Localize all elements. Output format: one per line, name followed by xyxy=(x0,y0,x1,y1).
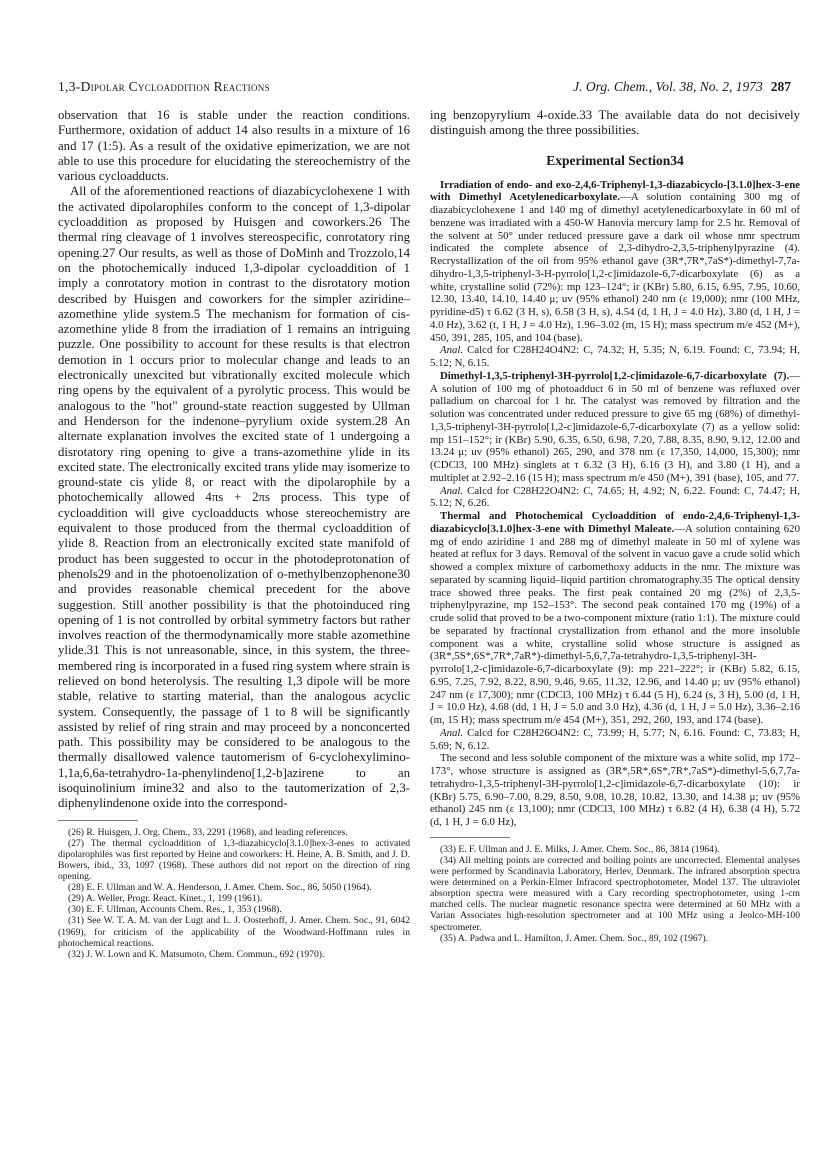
experimental-body xyxy=(430,179,800,829)
exp-paragraph xyxy=(430,370,800,485)
anal-label: Anal. xyxy=(440,344,464,357)
paragraph-intro: ing benzopyrylium 4-oxide.33 The available data do not decisively distinguish among the three possibilities. xyxy=(430,108,800,138)
exp-text: —A solution of 100 mg of photoadduct 6 in 50 ml of benzene was refluxed over palladium on charcoal for 1 hr. The catalyst was removed by filtration and the solution was concentrated under reduced pressure to give 65 mg (68%) of dimethyl-1,3,5-triphenyl-3H-pyrrolo[1,2-c]imidazole-6,7-dicarboxylate (7) as a yellow solid: mp 151–152°; ir (KBr) 5.90, 6.35, 6.50, 6.98, 7.20, 7.88, 8.35, 8.90, 9.12, 12.00 and 13.24 μ; uv (95% ethanol) 265, 290, and 378 nm (ε 17,350, 14,000, 15,300); nmr (CDCl3, 100 MHz) singlets at τ 6.32 (3 H), 6.16 (3 H), and 3.80 (1 H), and a multiplet at 2.92–2.16 (15 H); mass spectrum m/e 450 (M+), 391 (base), 105, and 77. xyxy=(430,369,800,484)
exp-paragraph xyxy=(430,510,800,727)
footnote-26: (26) R. Huisgen, J. Org. Chem., 33, 2291 (1968), and leading references. xyxy=(68,826,348,838)
exp-paragraph xyxy=(430,752,800,829)
left-footnotes xyxy=(58,827,410,960)
footnote-30: (30) E. F. Ullman, Accounts Chem. Res., 1, 353 (1968). xyxy=(68,904,282,916)
anal-text: Calcd for C28H22O4N2: C, 74.65; H, 4.92; N, 6.22. Found: C, 74.47; H, 5.12; N, 6.26. xyxy=(430,484,800,510)
exp-heading: Irradiation of endo- and exo-2,4,6-Triphenyl-1,3-diazabicyclo-[3.1.0]hex-3-ene with Dimethyl Acetylenedicarboxylate. xyxy=(430,178,800,204)
exp-heading: Dimethyl-1,3,5-triphenyl-3H-pyrrolo[1,2-c]imidazole-6,7-dicarboxylate (7). xyxy=(440,369,790,382)
exp-text: The second and less soluble component of the mixture was a white solid, mp 172–173°, whose structure is assigned as (3R*,5R*,6S*,7R*,7aS*)-dimethyl-5,6,7,7a-tetrahydro-1,3,5-triphenyl-3H-pyrrolo[1,2-c]imidazole-6,7-dicarboxylate (10): ir (KBr) 5.75, 6.90–7.00, 8.29, 8.50, 9.08, 10.28, 10.82, 13.30, and 14.38 μ; uv (95% ethanol) 245 nm (ε 13,100); nmr (CDCl3, 100 MHz) τ 6.82 (4 H), 6.38 (4 H), 5.72 (d, 1 H, J = 6.0 Hz), xyxy=(430,752,800,829)
exp-text: —A solution containing 620 mg of endo aziridine 1 and 288 mg of dimethyl maleate in 50 ml of xylene was heated at reflux for 3 days. Removal of the solvent in vacuo gave a crude solid which showed a complex mixture of carbomethoxy adducts in the nmr. The mixture was separated by scanning liquid–liquid partition chromatography.35 The optical density trace showed three peaks. The first peak contained 20 mg (2%) of 2,3,5-triphenylpyrazine, mp 152–153°. The second peak contained 170 mg (19%) of a crude solid that proved to be a two-component mixture (ratio 1:1). The mixture could be separated by fractional crystallization from ethanol and the more insoluble component was a white, crystalline solid whose structure is assigned as (3R*,5S*,6S*,7R*,7aR*)-dimethyl-5,6,7,7a-tetrahydro-1,3,5-triphenyl-3H-pyrrolo[1,2-c]imidazole-6,7-dicarboxylate (9): mp 221–222°; ir (KBr) 5.82, 6.15, 6.95, 7.25, 7.92, 8.22, 8.90, 9.46, 9.65, 11.32, 12.96, and 14.40 μ; uv (95% ethanol) 247 nm (ε 17,300); nmr (CDCl3, 100 MHz) τ 6.44 (5 H), 6.24 (s, 3 H), 5.00 (d, 1 H, J = 10.0 Hz), 4.68 (dd, 1 H, J = 5.0 and 3.0 Hz), 4.36 (d, 1 H, J = 5.0 Hz), 3.36–2.16 (m, 15 H); mass spectrum m/e 454 (M+), 351, 292, 260, 193, and 174 (base). xyxy=(430,522,800,727)
left-body xyxy=(58,108,410,812)
page-number: 287 xyxy=(770,79,791,94)
journal-citation: J. Org. Chem., Vol. 38, No. 2, 1973 xyxy=(573,79,763,94)
footnote-32: (32) J. W. Lown and K. Matsumoto, Chem. Commun., 692 (1970). xyxy=(68,948,325,960)
footnote-34: (34) All melting points are corrected and boiling points are uncorrected. Elemental analyses were performed by Scandinavia Laboratory, Herlev, Denmark. The infrared absorption spectra were determined on a Perkin-Elmer Infracord spectrophotometer, Model 137. The ultraviolet absorption spectra were measured with a Cary recording spectrophotometer, using 1-cm matched cells. The nuclear magnetic resonance spectra were determined at 60 MHz with a Varian Associates high-resolution spectrometer and at 100 MHz using a Jeolco-MH-100 spectrometer. xyxy=(430,854,800,933)
anal-text: Calcd for C28H24O4N2: C, 74.32; H, 5.35; N, 6.19. Found: C, 73.94; H, 5.12; N, 6.15. xyxy=(430,344,800,370)
exp-heading: Thermal and Photochemical Cycloaddition of endo-2,4,6-Triphenyl-1,3-diazabicyclo[3.1.0]hex-3-ene with Dimethyl Maleate. xyxy=(430,510,800,535)
footnote-rule xyxy=(58,820,138,821)
footnote-33: (33) E. F. Ullman and J. E. Milks, J. Amer. Chem. Soc., 86, 3814 (1964). xyxy=(440,843,720,855)
exp-paragraph xyxy=(430,179,800,345)
footnote-28: (28) E. F. Ullman and W. A. Henderson, J. Amer. Chem. Soc., 86, 5050 (1964). xyxy=(68,882,372,894)
right-footnotes xyxy=(430,844,800,944)
exp-analysis xyxy=(430,485,800,511)
anal-label: Anal. xyxy=(440,726,464,739)
section-title: Experimental Section34 xyxy=(546,152,684,168)
left-column xyxy=(58,108,410,960)
exp-analysis xyxy=(430,727,800,753)
paragraph-continued: observation that 16 is stable under the reaction conditions. Furthermore, oxidation of adduct 14 also results in a mixture of 16 and 17 (1:5). As a result of the oxidative epimerization, we are not able to use this procedure for elucidating the stereochemistry of the various cycloadducts. xyxy=(58,108,410,184)
running-head-journal xyxy=(573,79,791,95)
exp-text: —A solution containing 300 mg of diazabicyclohexene 1 and 140 mg of dimethyl acetylenedicarboxylate in 60 ml of benzene was irradiated with a 450-W Hanovia mercury lamp for 2.5 hr. Removal of the solvent at 50° under reduced pressure gave a dark oil whose nmr spectrum indicated the complete absence of 2,3-dihydro-2,3,5-triphenylpyrazine (4). Recrystallization of the oil from 95% ethanol gave (3R*,7R*,7aS*)-dimethyl-7,7a-dihydro-1,3,5-triphenyl-3-H-pyrrolo[1,2-c]imidazole-6,7-dicarboxylate (6) as a white, crystalline solid (72%): mp 123–124°; ir (KBr) 5.80, 6.15, 6.95, 7.95, 10.60, 12.30, 13.40, 14.10, 14.40 μ; uv (95% ethanol) 240 nm (ε 19,000); nmr (100 MHz, pyridine-d5) τ 6.62 (3 H, s), 6.58 (3 H, s), 4.54 (d, 1 H, J = 4.0 Hz), 3.80 (d, 1 H, J = 4.0 Hz), 3.62 (t, 1 H, J = 4.0 Hz), 1.96–3.02 (m, 15 H); mass spectrum m/e 452 (M+), 450, 391, 285, 105, and 104 (base). xyxy=(430,191,800,344)
footnote-27: (27) The thermal cycloaddition of 1,3-diazabicyclo[3.1.0]hex-3-enes to activated dipolarophiles was first reported by Heine and coworkers: H. Heine, A. B. Smith, and J. D. Bowers, ibid., 33, 1097 (1968). These authors did not report on the direction of ring opening. xyxy=(58,837,410,883)
right-column xyxy=(430,108,800,944)
exp-analysis xyxy=(430,344,800,370)
running-head-title: 1,3-Dipolar Cycloaddition Reactions xyxy=(58,79,270,94)
footnote-31: (31) See W. T. A. M. van der Lugt and L. J. Oosterhoff, J. Amer. Chem. Soc., 91, 6042 (1969), for criticism of the applicability of the Woodward-Hoffmann rules in photochemical reactions. xyxy=(58,915,410,949)
footnote-35: (35) A. Padwa and L. Hamilton, J. Amer. Chem. Soc., 89, 102 (1967). xyxy=(440,932,709,944)
footnote-29: (29) A. Weller, Progr. React. Kinet., 1, 199 (1961). xyxy=(68,893,263,905)
paragraph-discussion: All of the aforementioned reactions of diazabicyclohexene 1 with the activated dipolarophiles conform to the concept of 1,3-dipolar cycloaddition as proposed by Huisgen and coworkers.26 The thermal ring cleavage of 1 involves stereospecific, conrotatory ring opening.27 Our results, as well as those of DoMinh and Trozzolo,14 on the photochemically induced 1,3-dipolar cycloaddition of 1 imply a conrotatory motion in contrast to the disrotatory motion described by Huisgen and coworkers for the simpler aziridine–azomethine ylide system.5 The mechanism for formation of cis-azomethine ylide 8 from the irradiation of 1 remains an intriguing puzzle. One possibility to account for these results is that electron demotion in 1 occurs prior to molecular change and leads to an electronically unexcited but vibrationally excited molecule which ring opens by the equivalent of a pyrolytic process. This would be analogous to the "hot" ground-state reaction suggested by Ullman and Henderson for the indenone–pyrylium oxide system.28 An alternate explanation involves the excited state of 1 undergoing a disrotatory ring opening to give a trans-azomethine ylide in its excited state. The electronically excited trans ylide may isomerize to ground-state cis ylide 8, or react with the dipolarophile by a photochemically allowed 4πs + 2πs process. This type of cycloaddition will give cycloadducts whose stereochemistry are equivalent to those produced from the thermal cycloaddition of ylide 8. Reaction from an electronically excited state manifold of product has been suggested to occur in the photodeprotonation of phenols29 and in the photoenolization of o-methylbenzophenone30 and provides reasonable chemical precedent for the above suggestion. Still another possibility is that the photoinduced ring opening of 1 is not controlled by orbital symmetry factors but rather involves reaction of the thermodynamically more stable azomethine ylide.31 This is not unreasonable, since, in this system, the three-membered ring is incorporated in a fused ring system where strain is relieved on bond heterolysis. The resulting 1,3 dipole will be more stable, relative to starting material, than the analogous acyclic system. Consequently, the passage of 1 to 8 will be significantly assisted by relief of ring strain and may proceed by a nonconcerted path. This possibility may be considered to be analogous to the thermally disallowed valence tautomerism of 6-cyclohexylimino-1,1a,6,6a-tetrahydro-1a-phenylindeno[1,2-b]azirene to an isoquinolinium imine32 and also to the tautomerization of 2,3-diphenylindenone oxide into the correspond- xyxy=(58,184,410,811)
right-intro xyxy=(430,108,800,139)
anal-label: Anal. xyxy=(440,484,464,497)
footnote-rule xyxy=(430,837,510,838)
anal-text: Calcd for C28H26O4N2: C, 73.99; H, 5.77; N, 6.16. Found: C, 73.83; H, 5.69; N, 6.12. xyxy=(430,726,800,752)
running-head xyxy=(58,79,791,99)
